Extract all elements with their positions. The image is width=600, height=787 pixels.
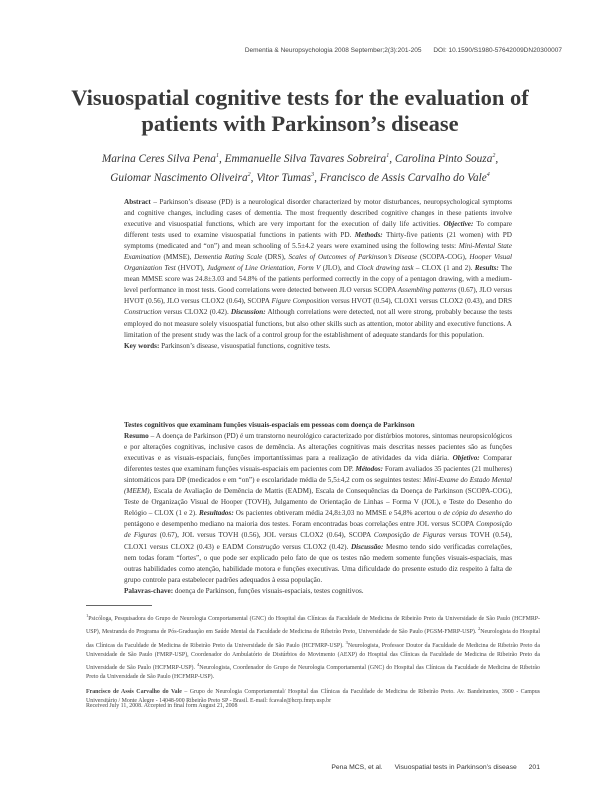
objective-label: Objective: — [443, 220, 474, 229]
discussao-text: Mesmo tendo sido verificadas correlações, nem todas foram “fortes”, o que pode ser explicado pelo fato de que os testes não medem somente funções visuais-espaciais, mas outras habilidades como atenção, habilidade motora e funções executivas. Uma dificuldade do presente estudo diz respeito à falta de grupo controle para estabelecer padrões adequados à essa população. — [124, 542, 513, 584]
abstract-label: Abstract — [124, 198, 151, 206]
test-name: Assembling patterns — [397, 286, 457, 295]
test-name: Dementia Rating Scale — [194, 253, 263, 262]
test-name: Hooper Visual Organization Test — [124, 253, 512, 273]
discussion-text: Although correlations were detected, not all were strong, probably because the tests employed do not measure solely visuospatial functions, but also other skills such as attention, motor ability and executive functions. A limitation of the present study was the lack of a control group for the establishment of adequate standards for this population. — [124, 308, 513, 339]
footer-authors: Pena MCS, et al. — [331, 764, 383, 771]
test-name: Clock drawing task — [356, 264, 414, 273]
resultados-text: (0.67), JOL versus TOVH (0.56), JOL versus CLOX2 (0.64), SCOPA — [159, 531, 371, 540]
test-name: Construção — [246, 542, 280, 551]
test-name: Composição de Figuras — [373, 531, 446, 540]
palavras-chave-label: Palavras-chave: — [124, 586, 174, 595]
results-label: Results: — [474, 264, 499, 273]
objetivo-text: Comparar diferentes testes que examinam funções visuais-espaciais em pacientes com DP. — [124, 454, 513, 474]
portuguese-title: Testes cognitivos que examinam funções visuais-espaciais em pessoas com doença de Parkinson — [124, 421, 415, 429]
affiliation-text: Neurologista, Professor Doutor da Faculdade de Medicina de Ribeirão Preto da Universidade de São Paulo (FMRP-USP), Coordenador do Ambulatório de Distúrbios do Movimento (AEXP) do Hospital das Clínicas da Faculdade de Medicina de Ribeirão Preto da Universidade de São Paulo (HCFMRP-USP). — [86, 642, 540, 672]
results-text: (0.67), JLO versus HVOT (0.56), JLO versus CLOX2 (0.64), SCOPA — [124, 286, 513, 306]
keywords-text: Parkinson’s disease, visuospatial functions, cognitive tests. — [161, 341, 331, 350]
test-name: Figure Composition — [271, 297, 330, 306]
results-text: The mean MMSE score was 24.8±3.03 and 54.8% of the patients performed correctly in the copy of a pentagon drawing, with a medium-level performance in most tests. Good correlations were detected between JLO versus SCOPA — [124, 264, 513, 295]
author-affiliation-mark: 1 — [386, 153, 390, 159]
metodos-label: Métodos: — [355, 465, 383, 474]
resultados-text: pentágono e desempenho mediano na maioria dos testes. Foram encontradas boas correlações entre JOL versus SCOPA — [124, 520, 474, 529]
author-name: Vitor Tumas — [256, 171, 312, 184]
methods-text: (JLO), and — [322, 264, 355, 273]
methods-text: (HVOT), — [178, 264, 205, 273]
running-header — [150, 47, 562, 54]
footnote-divider — [86, 605, 152, 606]
author-affiliation-mark: 2 — [247, 171, 251, 178]
methods-text: (MMSE), — [163, 253, 192, 262]
test-name: Judgment of Line Orientation, Form V — [206, 264, 321, 273]
journal-citation: Dementia & Neuropsychologia 2008 September;2(3):201-205 — [244, 47, 422, 54]
footnote-mark: 1 — [86, 613, 89, 618]
methods-text: (DRS), — [265, 253, 286, 262]
footer-short-title: Visuospatial tests in Parkinson’s disease — [394, 764, 517, 771]
abstract-intro: – Parkinson’s disease (PD) is a neurological disorder characterized by motor disturbances, neuropsychological symptoms and cognitive changes, including cases of dementia. The most frequently described cognitive changes in these patients involve executive and visuospatial functions, which are very important for the execution of daily life activities. — [124, 198, 513, 229]
discussao-label: Discussão: — [350, 542, 384, 551]
author-name: Francisco de Assis Carvalho do Vale — [319, 171, 487, 184]
methods-text: Thirty-five patients (21 women) with PD symptoms (medicated and “on”) and mean schooling of 5.5±4.2 years were examined using the following tests: — [124, 231, 512, 251]
metodos-text: , Escala de Avaliação de Demência de Mattis (EADM), Escala de Consequências da Doença de Parkinson (SCOPA-COG), Teste de Organização Visual de Hooper (TOVH), Julgamento de Orientação de Linhas – Forma V (JOL), e Teste do Desenho do Relógio – CLOX (1 e 2). — [124, 487, 512, 518]
test-name: Composição de Figuras — [124, 520, 513, 540]
correspondence-name: Francisco de Assis Carvalho do Vale — [86, 688, 182, 695]
affiliation-text: Neurologista do Hospital das Clínicas da Faculdade de Medicina de Ribeirão Preto da Universidade de São Paulo (HCFMRP-USP). — [86, 629, 540, 649]
affiliation-text: Psicóloga, Pesquisadora do Grupo de Neurologia Comportamental (GNC) do Hospital das Clínicas da Faculdade de Medicina de Ribeirão Preto da Universidade de São Paulo (HCFMRP-USP), Mestranda do Programa de Pós-Graduação em Saúde Mental da Faculdade de Medicina de Ribeirão Preto, Universidade de São Paulo (PGSM-FMRP-USP). — [86, 615, 540, 636]
resumo-label: Resumo — [124, 432, 149, 441]
test-name: de cópia do desenho do — [443, 509, 512, 518]
results-text: versus CLOX2 (0.42). — [163, 308, 229, 317]
test-name: Construction — [124, 308, 162, 317]
resultados-text: versus CLOX2 (0.42). — [282, 542, 349, 551]
footnote-mark: 2 — [478, 626, 481, 632]
author-affiliation-mark: 2 — [492, 153, 496, 159]
running-footer — [321, 764, 540, 771]
resultados-label: Resultados: — [198, 509, 234, 518]
keywords-label: Key words: — [124, 341, 160, 350]
portuguese-abstract — [124, 420, 512, 597]
footnotes — [86, 611, 540, 706]
footnote-mark: 3 — [345, 639, 348, 645]
english-abstract — [124, 197, 512, 352]
results-text: versus HVOT (0.54), CLOX1 versus CLOX2 (0.43), and DRS — [331, 297, 513, 306]
discussion-label: Discussion: — [230, 308, 266, 317]
resumo-intro: – A doença de Parkinson (PD) é um transtorno neurológico caracterizado por distúrbios motores, sintomas neuropsicológicos e por alterações cognitivas, inclusive casos de demência. As alterações cognitivas mais descritas nesses pacientes são as funções executivas e as visuais-espaciais, funções importantíssimas para a realização de atividades da vida diária. — [124, 432, 512, 463]
affiliation-text: Neurologista, Coordenador do Grupo de Neurologia Comportamental (GNC) do Hospital das Clínicas da Faculdade de Medicina de Ribeirão Preto da Universidade de São Paulo (HCFMRP-USP). — [86, 665, 540, 681]
metodos-text: Foram avaliados 35 pacientes (21 mulheres) sintomáticos para DP (medicados e em “on”) e escolaridade média de 5,5±4,2 com os seguintes testes: — [124, 465, 513, 485]
correspondence-address: – Grupo de Neurologia Comportamental/ Hospital das Clínicas da Faculdade de Medicina de Ribeirão Preto. Av. Bandeirantes, 3900 - Campus Universitário / Monte Alegre - 14048-900 Ribeirão Preto SP - Brasil. E-mail: fcavale@hcrp.fmrp.usp.br — [86, 688, 540, 704]
author-affiliation-mark: 4 — [486, 171, 490, 178]
author-list: Marina Ceres Silva Pena$^1$, Emmanuelle Silva Tavares Sobreira$^1$, Carolina Pinto Souza$^2$, Guiomar Nascimento Oliveira$^2$, Vitor Tumas$^3$, Francisco de Assis Carvalho do Vale$^4$ — [101, 152, 499, 184]
objective-text: To compare different tests used to examine visuospatial functions in patients with PD. — [124, 220, 512, 240]
test-name: Mini-Exame do Estado Mental (MEEM) — [124, 476, 513, 496]
author-name: Guiomar Nascimento Oliveira — [110, 171, 248, 184]
methods-label: Methods: — [354, 231, 383, 240]
test-name: Mini-Mental State Examination — [124, 242, 512, 262]
author-name: Marina Ceres Silva Pena — [101, 152, 216, 165]
methods-text: – CLOX (1 and 2). — [415, 264, 473, 273]
received-dates: Received July 11, 2008. Accepted in final form August 21, 2008 — [86, 703, 238, 709]
page-number: 201 — [528, 764, 540, 771]
author-affiliation-mark: 3 — [311, 171, 315, 178]
palavras-chave-text: doença de Parkinson, funções visuais-espaciais, testes cognitivos. — [174, 586, 364, 595]
resultados-text: Os pacientes obtiveram média 24,8±3,03 no MMSE e 54,8% acertou o — [235, 509, 442, 518]
doi: DOI: 10.1590/S1980-57642009DN20300007 — [433, 47, 562, 54]
author-name: Emmanuelle Silva Tavares Sobreira — [224, 152, 387, 165]
objetivo-label: Objetivo: — [452, 454, 480, 463]
test-name: Scales of Outcomes of Parkinson’s Disease — [288, 253, 418, 262]
author-affiliation-mark: 1 — [215, 153, 219, 159]
article-title: Visuospatial cognitive tests for the evaluation of patients with Parkinson’s disease — [71, 85, 529, 136]
author-name: Carolina Pinto Souza — [394, 152, 493, 165]
affiliations — [86, 611, 540, 683]
methods-text: (SCOPA-COG), — [419, 253, 467, 262]
resultados-text: versus TOVH (0.54), CLOX1 versus CLOX2 (0.43) e EADM — [124, 531, 512, 551]
footnote-mark: 4 — [196, 662, 200, 668]
